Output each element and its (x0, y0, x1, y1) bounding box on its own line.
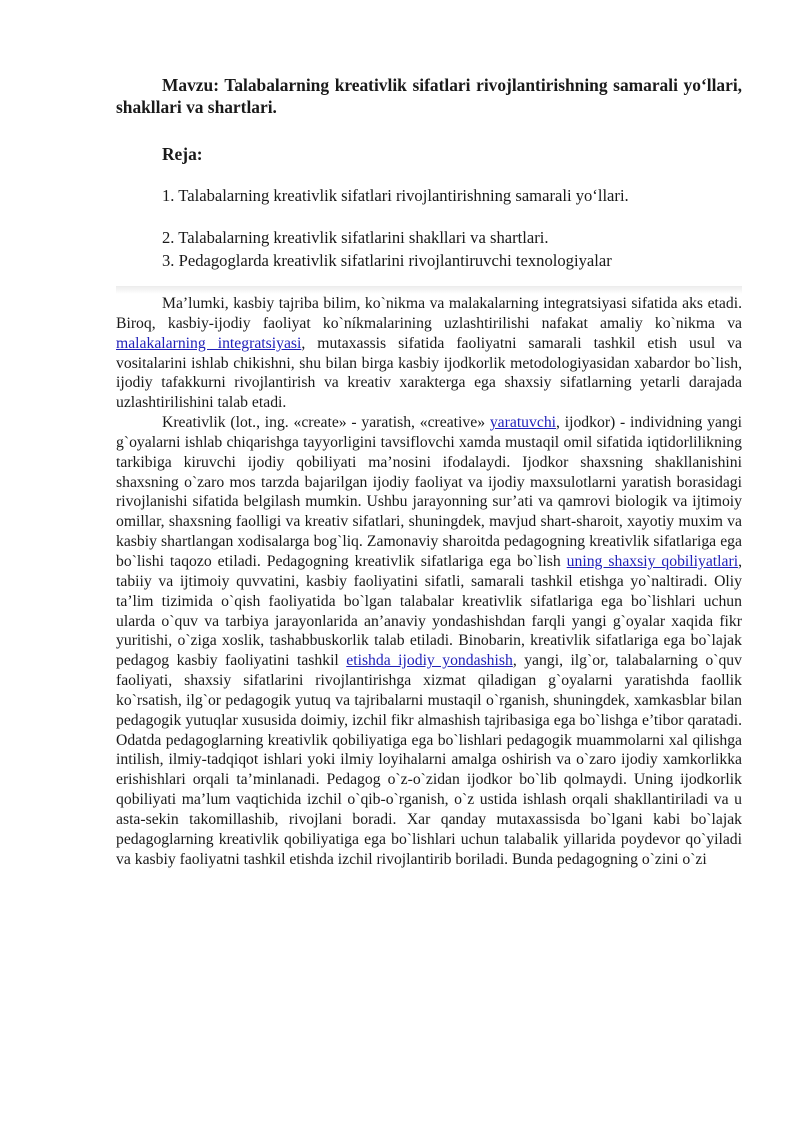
plan-heading: Reja: (162, 144, 203, 164)
paragraph-kreativlik-text-2: , ijodkor) - individning yangi g`oyalarni ishlab chiqarishga tayyorligini tavsiflovchi xamda mustaqil omil sifatida iqtidorlilikning tarkibiga kiruvchi ijodiy qobiliyati ma’nosini ifodalaydi. Ijodkor shaxsning shakllanishini shaxsning o`zaro mos tarzda bajarilgan ijodiy faoliyat va ijodiy maxsulotlarni yaratish borasidagi rivojlanishi sifatida belgilash mumkin. Ushbu jarayonning sur’ati va qamrovi biologik va ijtimoiy omillar, shaxsning faolligi va kreativ sifatlari, shuningdek, mavjud shart-sharoit, xayotiy muxim va kasbiy shartlangan xodisalarga bog`liq. Zamonaviy sharoitda pedagogning kreativlik sifatlariga ega bo`lishi taqozo etiladi. Pedagogning kreativlik sifatlariga ega bo`lish (116, 414, 742, 570)
paragraph-kreativlik (116, 413, 742, 869)
plan-item-1: 1. Talabalarning kreativlik sifatlari rivojlantirishning samarali yo‘llari. (162, 186, 629, 205)
plan-item-2: 2. Talabalarning kreativlik sifatlarini shakllari va shartlari. (162, 228, 549, 247)
link-etishda-ijodiy-yondashish[interactable]: etishda ijodiy yondashish (346, 652, 513, 670)
paragraph-intro (116, 294, 742, 413)
paragraph-intro-text-1: Ma’lumki, kasbiy tajriba bilim, ko`nikma va malakalarning integratsiyasi sifatida aks etadi. Biroq, kasbiy-ijodiy faoliyat ko`níkmalarining uzlashtirilishi nafakat amaliy ko`nikma va (116, 295, 742, 332)
topic-title: Mavzu: Talabalarning kreativlik sifatlari rivojlantirishning samarali yo‘llari, shakllari va shartlari. (116, 75, 742, 117)
paragraph-intro-text-2: , mutaxassis sifatida faoliyatni samarali tashkil etish usul va vositalarini ishlab chikishni, shu bilan birga kasbiy ijodkorlik metodologiyasidan xabardor bo`lish, ijodiy tafakkurni rivojlantirish va kreativ xarakterga ega shaxsiy sifatlarning yetarli darajada uzlashtirilishini talab etadi. (116, 334, 742, 412)
paragraph-kreativlik-text-4: , yangi, ilg`or, talabalarning o`quv faoliyati, shaxsiy sifatlarini rivojlantirishga xizmat qiladigan g`oyalarni yaratishda faollik ko`rsatish, ilg`or pedagogik yutuq va tajribalarni mustaqil o`rganish, shuningdek, xamkasblar bilan pedagogik yutuqlar xususida doimiy, izchil fikr almashish tajribasiga ega bo`lishga e’tibor qaratadi. Odatda pedagoglarning kreativlik qobiliyatiga ega bo`lishlari pedagogik muammolarni xal qilishga intilish, ilmiy-tadqiqot ishlari yoki ilmiy loyihalarni amalga oshirish va o`zaro ijodiy xamkorlikka erishishlari orqali ta’minlanadi. Pedagog o`z-o`zidan ijodkor bo`lib qolmaydi. Uning ijodkorlik qobiliyati ma’lum vaqtichida izchil o`qib-o`rganish, o`z ustida ishlash orqali shakllantiriladi va u asta-sekin takomillashib, rivojlani boradi. Xar qanday mutaxassisda bo`lgani kabi bo`lajak pedagoglarning kreativlik qobiliyatiga ega bo`lishlari uchun talabalik yillarida poydevor qo`yiladi va kasbiy faoliyatni tashkil etishda izchil rivojlantirib boriladi. Bunda pedagogning o`zini o`zi (116, 652, 742, 868)
plan-item-3: 3. Pedagoglarda kreativlik sifatlarini rivojlantiruvchi texnologiyalar (162, 251, 612, 270)
link-malakalarning-integratsiyasi[interactable]: malakalarning integratsiyasi (116, 334, 302, 352)
link-uning-shaxsiy-qobiliyatlari[interactable]: uning shaxsiy qobiliyatlari (566, 552, 739, 570)
main-text (116, 294, 742, 869)
section-divider (116, 286, 742, 294)
paragraph-kreativlik-text-1: Kreativlik (lot., ing. «create» - yaratish, «creative» (162, 414, 490, 432)
paragraph-kreativlik-text-3: , tabiiy va ijtimoiy quvvatini, kasbiy faoliyatini sifatli, samarali tashkil etishga yo`naltiradi. Oliy ta’lim tizimida o`qish faoliyatida bo`lgan talabalar kreativlik sifatlariga ega bo`lishlari uchun ularda o`quv va tarbiya jarayonlarida an’anaviy yondashishdan farqli yangi g`oyalar xaqida fikr yuritishi, o`ziga xoslik, tashabbuskorlik talab etiladi. Binobarin, kreativlik sifatlariga ega bo`lajak pedagog kasbiy faoliyatini tashkil (116, 552, 742, 670)
link-yaratuvchi[interactable]: yaratuvchi (489, 414, 557, 432)
